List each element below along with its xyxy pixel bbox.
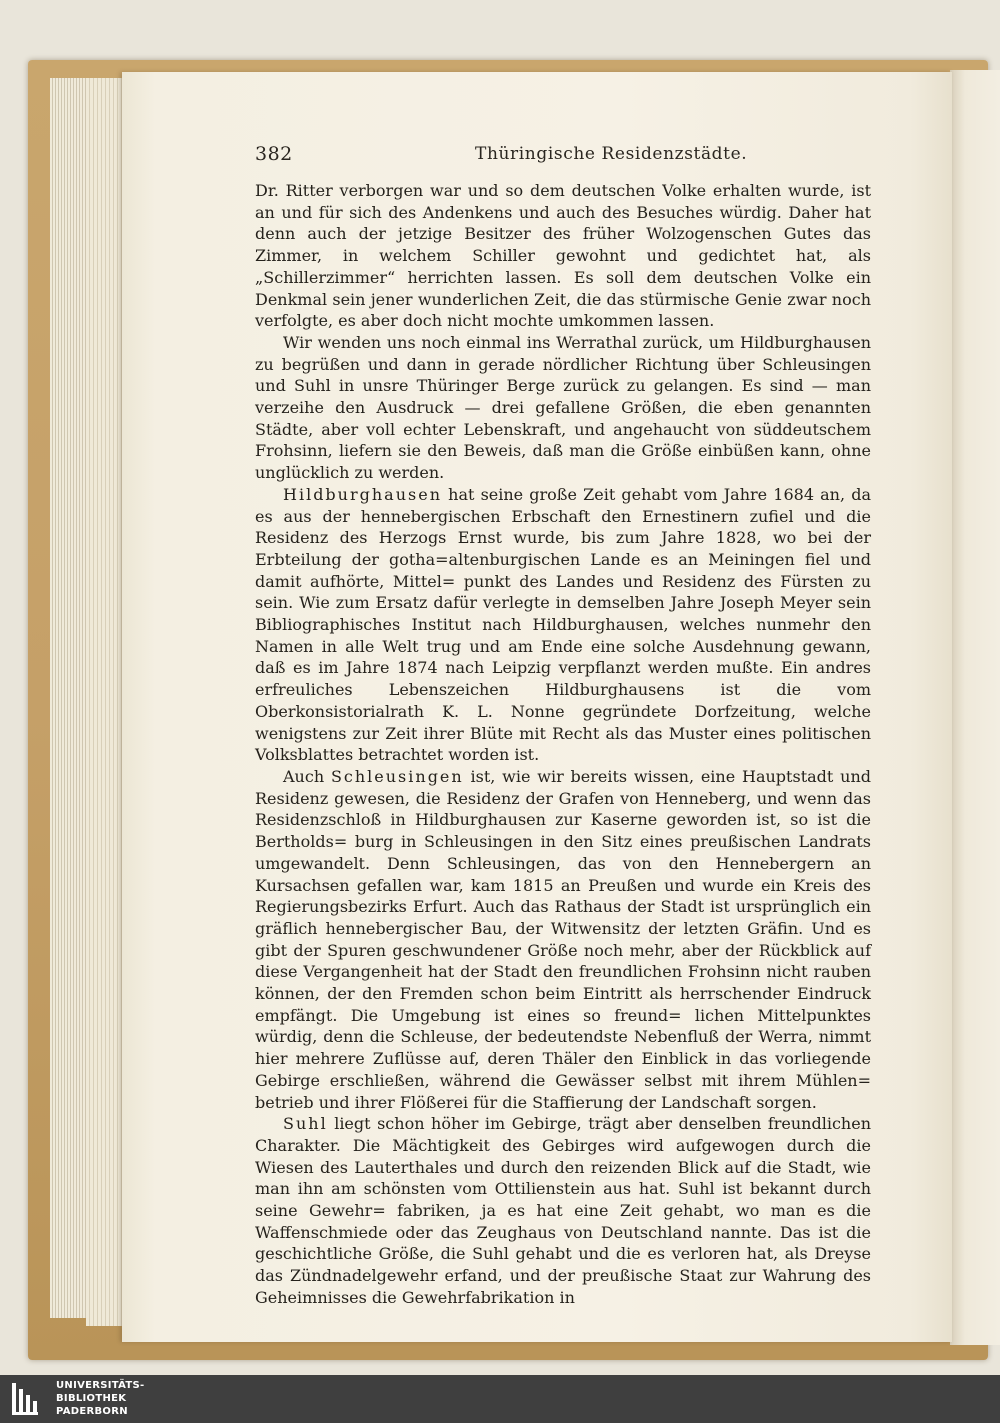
- paragraph-1: Dr. Ritter verborgen war und so dem deutschen Volke erhalten wurde, ist an und für sich des Andenkens und auch des Besuches würdig. Daher hat denn auch der jetzige Besitzer des früher Wolzogenschen Gutes das Zimmer, in welchem Schiller gewohnt und gedichtet hat, als „Schillerzimmer“ herrichten lassen. Es soll dem deutschen Volke ein Denkmal sein jener wunderlichen Zeit, die das stürmische Genie zwar noch verfolgte, es aber doch nicht mochte umkommen lassen.: [255, 181, 871, 331]
- library-name-line-2: BIBLIOTHEK: [56, 1393, 127, 1404]
- paragraph-3-text: hat seine große Zeit gehabt vom Jahre 1684 an, da es aus der hennebergischen Erbschaft den Ernestinern zufiel und die Residenz des Herzogs Ernst wurde, bis zum Jahre 1828, wo bei der Erbteilung der gotha=altenburgischen Lande es an Meiningen fiel und damit aufhörte, Mittel= punkt des Landes und Residenz des Fürsten zu sein. Wie zum Ersatz dafür verlegte in demselben Jahre Joseph Meyer sein Bibliographisches Institut nach Hildburghausen, welches nunmehr den Namen in alle Welt trug und am Ende eine solche Ausdehnung gewann, daß es im Jahre 1874 nach Leipzig verpflanzt werden mußte. Ein andres erfreuliches Lebenszeichen Hildburghausens ist die vom Oberkonsistorialrath K. L. Nonne gegründete Dorfzeitung, welche wenigstens zur Zeit ihrer Blüte mit Recht als das Muster eines politischen Volksblattes betrachtet worden ist.: [255, 484, 871, 765]
- page-number: 382: [255, 143, 293, 165]
- paragraph-2: Wir wenden uns noch einmal ins Werrathal zurück, um Hildburghausen zu begrüßen und dann in gerade nördlicher Richtung über Schleusingen und Suhl in unsre Thüringer Berge zurück zu gelangen. Es sind — man verzeihe den Ausdruck — drei gefallene Größen, die eben genannten Städte, aber voll echter Lebenskraft, und angehaucht von süddeutschem Frohsinn, liefern sie den Beweis, daß man die Größe einbüßen kann, ohne unglücklich zu werden.: [255, 332, 871, 483]
- paragraph-4: [255, 766, 871, 1113]
- body-text: [255, 180, 871, 1309]
- library-name-line-3: PADERBORN: [56, 1406, 128, 1417]
- page-stack-edge: [86, 78, 126, 1326]
- library-name-line-1: UNIVERSITÄTS-: [56, 1380, 145, 1391]
- paragraph-3-lead: Hildburghausen: [283, 484, 442, 504]
- paragraph-3: [255, 484, 871, 766]
- paragraph-5-lead: Suhl: [283, 1114, 328, 1134]
- running-head: Thüringische Residenzstädte.: [475, 144, 748, 164]
- page-block-edge: [50, 78, 86, 1318]
- page-header: [255, 143, 875, 173]
- paragraph-4-lead: Schleusingen: [330, 766, 464, 786]
- paragraph-4-prefix: Auch: [283, 766, 331, 786]
- paragraph-5-text: liegt schon höher im Gebirge, trägt aber denselben freundlichen Charakter. Die Mächtigkeit des Gebirges wird aufgewogen durch die Wiesen des Lauterthales und durch den reizenden Blick auf die Stadt, wie man ihn am schönsten vom Ottilienstein aus hat. Suhl ist bekannt durch seine Gewehr= fabriken, ja es hat eine Zeit gehabt, wo man es die Waffenschmiede oder das Zeughaus von Deutschland nannte. Das ist die geschichtliche Größe, die Suhl gehabt und die es verloren hat, als Dreyse das Zündnadelgewehr erfand, und der preußische Staat zur Wahrung des Geheimnisses die Gewehrfabrikation in: [255, 1114, 871, 1307]
- library-logo-icon: [6, 1379, 46, 1419]
- library-name: [56, 1379, 145, 1418]
- facing-page-edge: [950, 70, 1000, 1345]
- library-footer-bar: [0, 1375, 1000, 1423]
- paragraph-5: [255, 1113, 871, 1308]
- paragraph-4-text: ist, wie wir bereits wissen, eine Hauptstadt und Residenz gewesen, die Residenz der Grafen von Henneberg, und wenn das Residenzschloß in Hildburghausen zur Kaserne geworden ist, so ist die Bertholds= burg in Schleusingen in den Sitz eines preußischen Landrats umgewandelt. Denn Schleusingen, das von den Hennebergern an Kursachsen gefallen war, kam 1815 an Preußen und wurde ein Kreis des Regierungsbezirks Erfurt. Auch das Rathaus der Stadt ist ursprünglich ein gräflich hennebergischer Bau, der Witwensitz der letzten Gräfin. Und es gibt der Spuren geschwundener Größe noch mehr, aber der Rückblick auf diese Vergangenheit hat der Stadt den freundlichen Frohsinn nicht rauben können, der den Fremden schon beim Eintritt als herrschender Eindruck empfängt. Die Umgebung ist eines so freund= lichen Mittelpunktes würdig, denn die Schleuse, der bedeutendste Nebenfluß der Werra, nimmt hier mehrere Zuflüsse auf, deren Thäler den Einblick in das vorliegende Gebirge erschließen, während die Gewässer selbst mit ihrem Mühlen= betrieb und ihrer Flößerei für die Staffierung der Landschaft sorgen.: [255, 766, 871, 1112]
